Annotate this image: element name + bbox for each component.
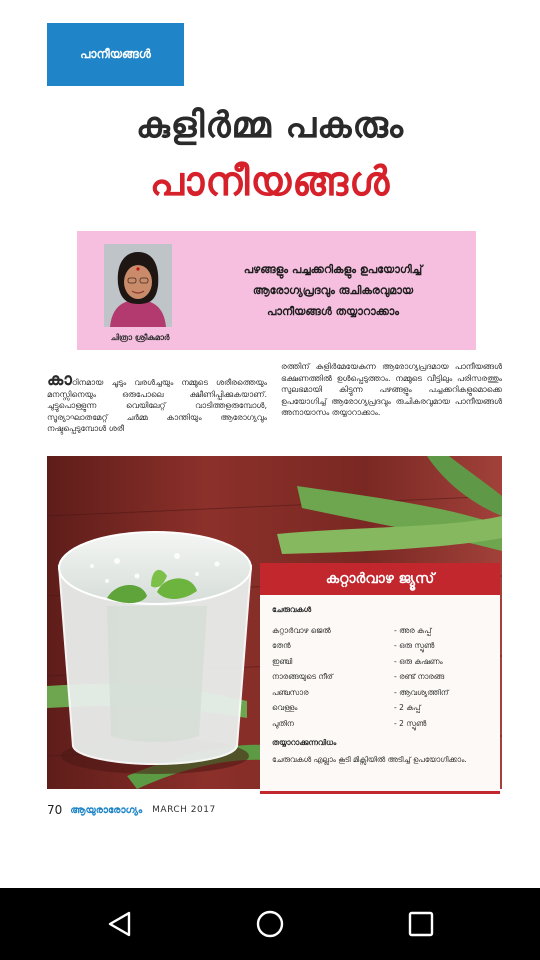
ingredient-qty: - അര കപ്പ് <box>394 625 432 635</box>
method-label: തയ്യാറാക്കുന്നവിധം <box>272 737 337 747</box>
section-tag <box>47 23 184 86</box>
magazine-name: ആയുരാരോഗ്യം <box>70 804 143 816</box>
ingredient-name: കറ്റാർവാഴ ജെൽ <box>272 625 331 635</box>
author-lead <box>202 259 464 322</box>
recipe-card <box>260 563 500 794</box>
recent-square-icon <box>405 908 437 940</box>
ingredient-name: വെള്ളം <box>272 703 298 713</box>
issue-date: MARCH 2017 <box>152 805 216 815</box>
method-text: ചേരുവകൾ എല്ലാം കൂടി മിക്സിയിൽ അടിച്ച് ഉപയോഗിക്കാം. <box>272 754 467 764</box>
body-column-1 <box>47 370 267 435</box>
ingredient-name: പുതിന <box>272 718 294 728</box>
ingredient-qty: - രണ്ട് നാരങ്ങ <box>394 672 445 682</box>
page-number: 70 <box>47 803 63 817</box>
ingredient-row <box>272 701 488 717</box>
ingredient-name: ഇഞ്ചി <box>272 656 293 666</box>
home-circle-icon <box>254 908 286 940</box>
author-portrait-image <box>104 244 172 327</box>
lead-line: പഴങ്ങളും പച്ചക്കറികളും ഉപയോഗിച്ച് <box>243 263 423 276</box>
dropcap: കാ <box>47 370 72 390</box>
page-footer <box>47 803 216 817</box>
headline-line-2: പാനീയങ്ങൾ <box>149 158 391 205</box>
ingredient-row <box>272 716 488 732</box>
author-photo <box>104 244 172 327</box>
recent-apps-button[interactable] <box>405 908 437 940</box>
ingredient-qty: - 2 സ്പൂൺ <box>394 718 427 728</box>
ingredient-qty: - 2 കപ്പ് <box>394 703 421 713</box>
ingredient-qty: - ഒരു സ്പൂൺ <box>394 641 435 651</box>
back-button[interactable] <box>104 908 136 940</box>
ingredient-qty: - ഒരു കഷണം <box>394 656 443 666</box>
ingredient-row <box>272 623 488 639</box>
body-column-2: രത്തിന് കുളിർമേയേകുന്ന ആരോഗ്യപ്രദമായ പാനീയങ്ങൾ ഭക്ഷണത്തിൽ ഉൾപ്പെടുത്താം. നമ്മുടെ വീട്ടിലും പരിസരത്തും സുലഭമായി കിട്ടുന്ന പഴങ്ങളും പച്ചക്കറികളുമൊക്കെ ഉപയോഗിച്ച് ആരോഗ്യപ്രദവും രുചികരവുമായ പാനീയങ്ങൾ അനായാസം തയ്യാറാക്കാം. <box>281 362 502 417</box>
lead-line: ആരോഗ്യപ്രദവും രുചികരവുമായ <box>252 284 414 297</box>
ingredient-row <box>272 639 488 655</box>
ingredient-name: നാരങ്ങയുടെ നീര് <box>272 672 333 682</box>
ingredients-label: ചേരുവകൾ <box>272 605 312 614</box>
android-nav-bar <box>0 888 540 960</box>
ingredient-row <box>272 685 488 701</box>
ingredient-row <box>272 670 488 686</box>
recipe-title: കറ്റാർവാഴ ജ്യൂസ് <box>260 563 500 595</box>
ingredient-name: പഞ്ചസാര <box>272 687 309 697</box>
author-box <box>77 231 476 350</box>
ingredients-list <box>272 623 488 732</box>
headline-line-1: കുളിർമ്മ പകരും <box>136 104 404 146</box>
back-triangle-icon <box>104 908 136 940</box>
ingredient-row <box>272 654 488 670</box>
body-text-1: ഠിനമായ ചൂടും വരൾച്ചയും നമ്മുടെ ശരീരത്തെയും മനസ്സിനെയും ഒരുപോലെ ക്ഷീണിപ്പിക്കുകയാണ്. ചുട്ടുപൊള്ളുന്ന വെയിലേറ്റ് വാടിത്തളരുമ്പോൾ, സൂര്യാഘാതമേറ്റ് ചർമ്മ കാന്തിയും ആരോഗ്യവും നഷ്ടപ്പെടുമ്പോൾ ശരീ <box>47 378 267 433</box>
home-button[interactable] <box>254 908 286 940</box>
ingredient-qty: - ആവശ്യത്തിന് <box>394 687 449 697</box>
section-tag-label: പാനീയങ്ങൾ <box>80 47 151 61</box>
lead-line: പാനീയങ്ങൾ തയ്യാറാക്കാം <box>266 305 399 318</box>
ingredient-name: തേൻ <box>272 641 291 651</box>
author-name: ചിത്രാ ശ്രീകുമാർ <box>110 333 170 342</box>
